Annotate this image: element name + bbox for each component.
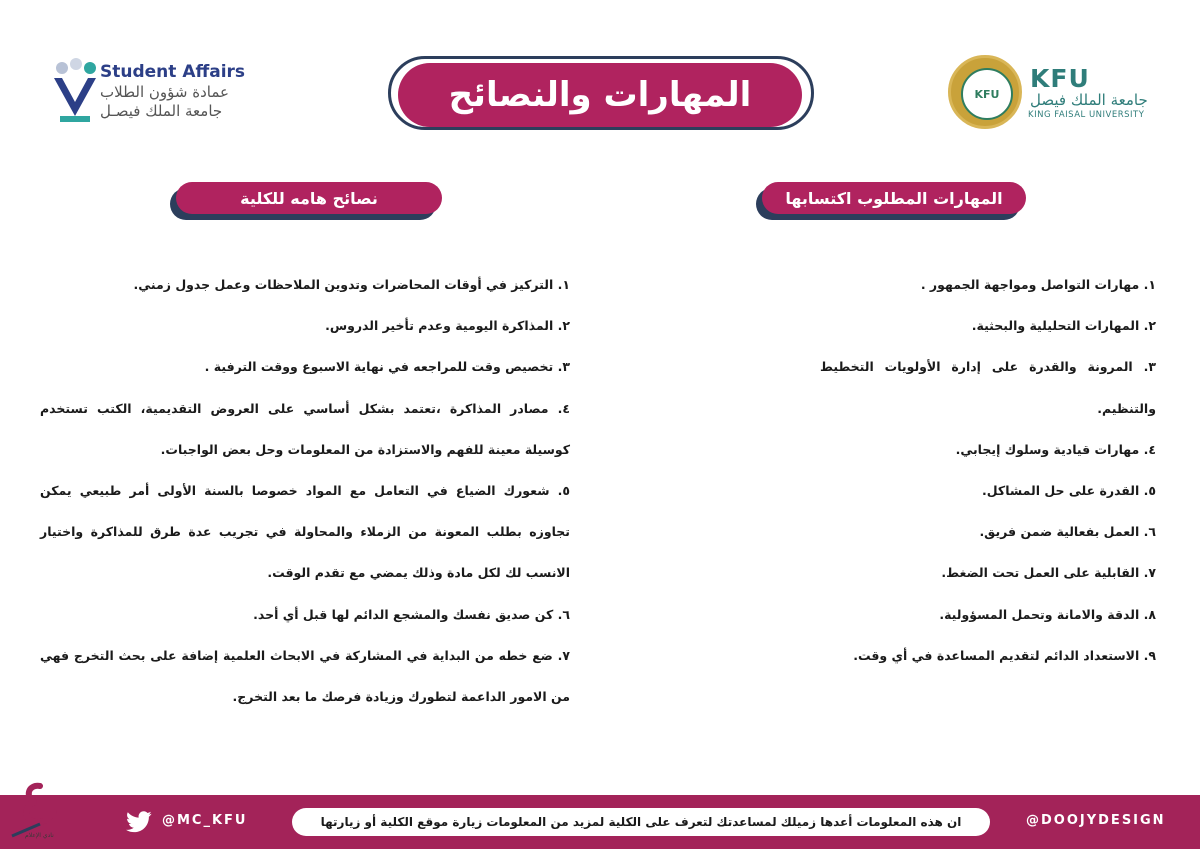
list-item: ٣. المرونة والقدرة على إدارة الأولويات التخطيط والتنظيم. bbox=[820, 359, 1156, 416]
media-club-label: نادي الإعلام bbox=[25, 832, 54, 839]
kfu-name-ar: جامعة الملك فيصل bbox=[1030, 91, 1148, 109]
list-item: ٥. شعورك الضياع في التعامل مع المواد خصوصا بالسنة الأولى أمر طبيعي يمكن تجاوزه بطلب المعونة من الزملاء والمحاولة في تجريب عدة طرق للمذاكرة واختيار الانسب لك لكل مادة وذلك يمضي مع تقدم الوقت. bbox=[40, 483, 570, 581]
list-item: ١. مهارات التواصل ومواجهة الجمهور . bbox=[920, 277, 1156, 292]
kfu-name-en: KING FAISAL UNIVERSITY bbox=[1028, 110, 1145, 120]
list-item: ٧. القابلية على العمل تحت الضغط. bbox=[941, 565, 1156, 581]
list-item: ٤. مصادر المذاكرة ،تعتمد بشكل أساسي على العروض التقديمية، الكتب تستخدم كوسيلة معينة للفهم والاستزادة من المعلومات وحل بعض الواجبات. bbox=[40, 400, 570, 457]
skills-heading-label: المهارات المطلوب اكتسابها bbox=[762, 182, 1026, 214]
kfu-seal-icon bbox=[948, 55, 1022, 129]
skills-list bbox=[820, 264, 1156, 676]
twitter-handle[interactable]: @MC_KFU bbox=[162, 813, 248, 828]
student-affairs-line1: عمادة شؤون الطلاب bbox=[100, 83, 229, 101]
list-item: ٨. الدقة والامانة وتحمل المسؤولية. bbox=[939, 606, 1156, 622]
list-item: ٥. القدرة على حل المشاكل. bbox=[982, 483, 1156, 499]
tips-list bbox=[40, 264, 570, 717]
tips-heading-label: نصائح هامه للكلية bbox=[176, 182, 442, 214]
list-item: ٧. ضع خطه من البداية في المشاركة في الابحاث العلمية إضافة على بحث التخرج فهي من الامور الداعمة لتطورك وزيادة فرصك ما بعد التخرج. bbox=[40, 647, 570, 705]
list-item: ٤. مهارات قيادية وسلوك إيجابي. bbox=[955, 441, 1156, 457]
student-affairs-title: Student Affairs bbox=[100, 62, 246, 82]
footer-message: ان هذه المعلومات أعدها زميلك لمساعدتك لتعرف على الكلية لمزيد من المعلومات زيارة موقع الكلية أو زيارتها bbox=[292, 808, 990, 836]
kfu-abbr: KFU bbox=[1030, 64, 1090, 93]
list-item: ٣. تخصيص وقت للمراجعه في نهاية الاسبوع ووقت الترفية . bbox=[204, 359, 570, 375]
tips-heading bbox=[176, 182, 442, 220]
list-item: ٩. الاستعداد الدائم لتقديم المساعدة في أي وقت. bbox=[853, 647, 1156, 663]
list-item: ١. التركيز في أوقات المحاضرات وتدوين الملاحظات وعمل جدول زمني. bbox=[133, 277, 570, 292]
list-item: ٦. كن صديق نفسك والمشجع الدائم لها قبل أي أحد. bbox=[253, 606, 570, 622]
list-item: ٢. المذاكرة اليومية وعدم تأخير الدروس. bbox=[325, 318, 570, 334]
page-title: المهارات والنصائح bbox=[398, 63, 802, 127]
designer-handle[interactable]: @DOOJYDESIGN bbox=[1026, 813, 1166, 828]
list-item: ٦. العمل بفعالية ضمن فريق. bbox=[979, 524, 1156, 540]
kfu-seal-text: KFU bbox=[961, 68, 1013, 120]
twitter-icon[interactable] bbox=[126, 811, 152, 833]
student-affairs-line2: جامعة الملك فيصـل bbox=[100, 102, 223, 120]
student-affairs-logo-icon bbox=[50, 58, 100, 124]
skills-heading bbox=[762, 182, 1026, 220]
list-item: ٢. المهارات التحليلية والبحثية. bbox=[971, 318, 1156, 334]
